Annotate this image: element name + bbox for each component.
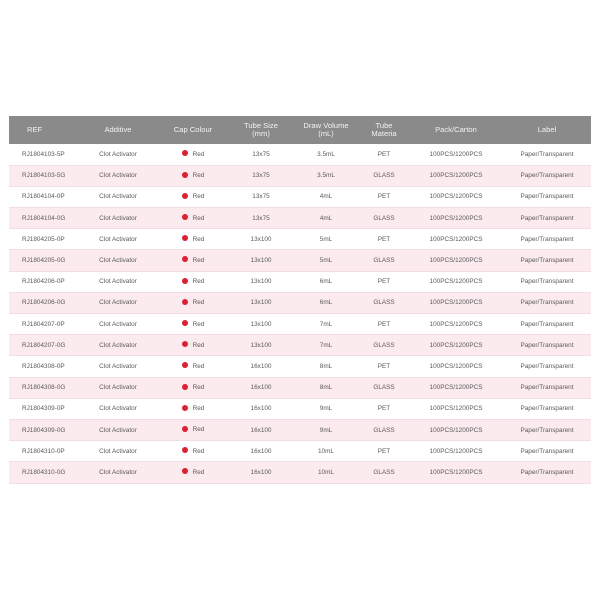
- table-row: [9, 271, 591, 292]
- cell-label: Paper/Transparent: [503, 271, 591, 292]
- cell-draw-volume: 5mL: [293, 229, 359, 250]
- cell-tube-size: 13x100: [229, 292, 293, 313]
- cell-tube-material: PET: [359, 356, 409, 377]
- cell-ref: RJ1804309-0P: [9, 398, 79, 419]
- cell-tube-material: GLASS: [359, 208, 409, 229]
- cell-pack-carton: 100PCS/1200PCS: [409, 356, 503, 377]
- cell-pack-carton: 100PCS/1200PCS: [409, 335, 503, 356]
- red-dot-icon: [182, 384, 188, 390]
- cell-draw-volume: 6mL: [293, 271, 359, 292]
- cell-cap-colour: [157, 165, 229, 186]
- cell-pack-carton: 100PCS/1200PCS: [409, 441, 503, 462]
- header-label: [503, 116, 591, 144]
- header-tube-material: [359, 116, 409, 144]
- cell-tube-size: 13x100: [229, 229, 293, 250]
- cell-cap-colour: [157, 314, 229, 335]
- cell-pack-carton: 100PCS/1200PCS: [409, 398, 503, 419]
- cell-tube-size: 13x100: [229, 335, 293, 356]
- red-dot-icon: [182, 447, 188, 453]
- cell-ref: RJ1804308-0P: [9, 356, 79, 377]
- cell-tube-material: GLASS: [359, 165, 409, 186]
- cell-tube-material: PET: [359, 271, 409, 292]
- cell-label: Paper/Transparent: [503, 462, 591, 483]
- cap-colour-text: Red: [192, 214, 205, 222]
- cell-additive: Clot Activator: [79, 250, 157, 271]
- cell-additive: Clot Activator: [79, 441, 157, 462]
- cell-additive: Clot Activator: [79, 377, 157, 398]
- red-dot-icon: [182, 299, 188, 305]
- cap-colour-text: Red: [192, 278, 205, 286]
- cap-colour-text: Red: [192, 172, 205, 180]
- cell-ref: RJ1804104-0P: [9, 186, 79, 207]
- red-dot-icon: [182, 214, 188, 220]
- cell-cap-colour: [157, 292, 229, 313]
- cell-label: Paper/Transparent: [503, 250, 591, 271]
- header-tube-size: [229, 116, 293, 144]
- red-dot-icon: [182, 362, 188, 368]
- header-ref: [9, 116, 79, 144]
- product-spec-table: [9, 116, 591, 484]
- red-dot-icon: [182, 320, 188, 326]
- cell-additive: Clot Activator: [79, 335, 157, 356]
- cap-colour-text: Red: [192, 320, 205, 328]
- cell-label: Paper/Transparent: [503, 419, 591, 440]
- table-row: [9, 208, 591, 229]
- cell-cap-colour: [157, 250, 229, 271]
- table-row: [9, 419, 591, 440]
- header-tube-material-line1: Tube: [375, 121, 393, 130]
- cell-pack-carton: 100PCS/1200PCS: [409, 250, 503, 271]
- cell-tube-size: 13x75: [229, 165, 293, 186]
- table-row: [9, 441, 591, 462]
- table-row: [9, 398, 591, 419]
- cell-tube-material: GLASS: [359, 462, 409, 483]
- cell-pack-carton: 100PCS/1200PCS: [409, 462, 503, 483]
- cell-additive: Clot Activator: [79, 462, 157, 483]
- cell-additive: Clot Activator: [79, 314, 157, 335]
- header-cap-colour-label: Cap Colour: [173, 125, 213, 134]
- red-dot-icon: [182, 341, 188, 347]
- red-dot-icon: [182, 278, 188, 284]
- header-additive: [79, 116, 157, 144]
- cell-tube-material: PET: [359, 186, 409, 207]
- cell-label: Paper/Transparent: [503, 441, 591, 462]
- cell-additive: Clot Activator: [79, 398, 157, 419]
- cell-additive: Clot Activator: [79, 271, 157, 292]
- cell-tube-material: PET: [359, 398, 409, 419]
- red-dot-icon: [182, 405, 188, 411]
- cell-additive: Clot Activator: [79, 144, 157, 165]
- cap-colour-text: Red: [192, 256, 205, 264]
- cell-ref: RJ1804207-0P: [9, 314, 79, 335]
- cell-draw-volume: 9mL: [293, 419, 359, 440]
- cell-ref: RJ1804103-5G: [9, 165, 79, 186]
- cell-cap-colour: [157, 335, 229, 356]
- cell-tube-size: 16x100: [229, 441, 293, 462]
- cell-ref: RJ1804206-0G: [9, 292, 79, 313]
- header-draw-volume-line1: Draw Volume: [303, 121, 349, 130]
- cell-ref: RJ1804104-0G: [9, 208, 79, 229]
- table-row: [9, 165, 591, 186]
- cell-tube-size: 13x75: [229, 144, 293, 165]
- cell-draw-volume: 3.5mL: [293, 165, 359, 186]
- cell-tube-material: PET: [359, 314, 409, 335]
- cell-label: Paper/Transparent: [503, 292, 591, 313]
- cell-draw-volume: 7mL: [293, 335, 359, 356]
- cap-colour-text: Red: [192, 426, 205, 434]
- cell-draw-volume: 8mL: [293, 377, 359, 398]
- cell-tube-size: 16x100: [229, 398, 293, 419]
- header-tube-size-line2: (mm): [252, 129, 270, 138]
- table-row: [9, 144, 591, 165]
- cell-pack-carton: 100PCS/1200PCS: [409, 377, 503, 398]
- cell-pack-carton: 100PCS/1200PCS: [409, 144, 503, 165]
- cell-tube-size: 13x100: [229, 271, 293, 292]
- cell-tube-size: 16x100: [229, 462, 293, 483]
- header-cap-colour: [157, 116, 229, 144]
- cell-pack-carton: 100PCS/1200PCS: [409, 186, 503, 207]
- cell-tube-material: GLASS: [359, 335, 409, 356]
- cell-cap-colour: [157, 186, 229, 207]
- cell-ref: RJ1804205-0G: [9, 250, 79, 271]
- cap-colour-text: Red: [192, 447, 205, 455]
- cell-ref: RJ1804309-0G: [9, 419, 79, 440]
- cell-draw-volume: 7mL: [293, 314, 359, 335]
- header-draw-volume: [293, 116, 359, 144]
- table-body: [9, 144, 591, 483]
- cell-additive: Clot Activator: [79, 165, 157, 186]
- cell-tube-material: PET: [359, 441, 409, 462]
- cell-pack-carton: 100PCS/1200PCS: [409, 229, 503, 250]
- header-pack-carton: [409, 116, 503, 144]
- cell-label: Paper/Transparent: [503, 165, 591, 186]
- cell-label: Paper/Transparent: [503, 356, 591, 377]
- cell-tube-size: 13x75: [229, 186, 293, 207]
- header-tube-size-line1: Tube Size: [244, 121, 278, 130]
- table-row: [9, 314, 591, 335]
- cell-pack-carton: 100PCS/1200PCS: [409, 292, 503, 313]
- cell-draw-volume: 3.5mL: [293, 144, 359, 165]
- cell-tube-size: 13x100: [229, 250, 293, 271]
- cap-colour-text: Red: [192, 384, 205, 392]
- cell-cap-colour: [157, 144, 229, 165]
- table-header-row: [9, 116, 591, 144]
- cell-tube-material: GLASS: [359, 377, 409, 398]
- table-row: [9, 229, 591, 250]
- cap-colour-text: Red: [192, 405, 205, 413]
- cell-cap-colour: [157, 271, 229, 292]
- cell-draw-volume: 5mL: [293, 250, 359, 271]
- cap-colour-text: Red: [192, 341, 205, 349]
- cap-colour-text: Red: [192, 468, 205, 476]
- cell-tube-material: GLASS: [359, 292, 409, 313]
- cell-cap-colour: [157, 419, 229, 440]
- cell-label: Paper/Transparent: [503, 229, 591, 250]
- cell-draw-volume: 10mL: [293, 462, 359, 483]
- cell-pack-carton: 100PCS/1200PCS: [409, 208, 503, 229]
- cell-draw-volume: 6mL: [293, 292, 359, 313]
- cell-additive: Clot Activator: [79, 292, 157, 313]
- cell-ref: RJ1804205-0P: [9, 229, 79, 250]
- header-tube-material-line2: Materia: [371, 129, 397, 138]
- cell-tube-size: 16x100: [229, 419, 293, 440]
- cell-additive: Clot Activator: [79, 208, 157, 229]
- cell-draw-volume: 8mL: [293, 356, 359, 377]
- table-row: [9, 250, 591, 271]
- table-row: [9, 335, 591, 356]
- cell-tube-material: PET: [359, 229, 409, 250]
- cell-cap-colour: [157, 229, 229, 250]
- table-row: [9, 292, 591, 313]
- cell-ref: RJ1804308-0G: [9, 377, 79, 398]
- table-row: [9, 377, 591, 398]
- cell-cap-colour: [157, 398, 229, 419]
- cell-cap-colour: [157, 208, 229, 229]
- header-label-label: Label: [537, 125, 557, 134]
- cell-draw-volume: 10mL: [293, 441, 359, 462]
- cell-label: Paper/Transparent: [503, 144, 591, 165]
- red-dot-icon: [182, 426, 188, 432]
- cell-label: Paper/Transparent: [503, 377, 591, 398]
- table-header: [9, 116, 591, 144]
- cap-colour-text: Red: [192, 235, 205, 243]
- header-draw-volume-line2: (mL): [318, 129, 334, 138]
- red-dot-icon: [182, 172, 188, 178]
- cell-pack-carton: 100PCS/1200PCS: [409, 271, 503, 292]
- cell-tube-size: 13x75: [229, 208, 293, 229]
- table-row: [9, 356, 591, 377]
- cell-cap-colour: [157, 356, 229, 377]
- cell-label: Paper/Transparent: [503, 208, 591, 229]
- cell-cap-colour: [157, 462, 229, 483]
- cap-colour-text: Red: [192, 362, 205, 370]
- red-dot-icon: [182, 256, 188, 262]
- cap-colour-text: Red: [192, 193, 205, 201]
- cell-ref: RJ1804103-5P: [9, 144, 79, 165]
- red-dot-icon: [182, 193, 188, 199]
- cell-ref: RJ1804207-0G: [9, 335, 79, 356]
- cell-additive: Clot Activator: [79, 356, 157, 377]
- cell-draw-volume: 4mL: [293, 186, 359, 207]
- header-additive-label: Additive: [104, 125, 132, 134]
- cell-draw-volume: 9mL: [293, 398, 359, 419]
- cell-pack-carton: 100PCS/1200PCS: [409, 165, 503, 186]
- cell-cap-colour: [157, 441, 229, 462]
- cell-ref: RJ1804206-0P: [9, 271, 79, 292]
- red-dot-icon: [182, 468, 188, 474]
- cell-pack-carton: 100PCS/1200PCS: [409, 419, 503, 440]
- cell-cap-colour: [157, 377, 229, 398]
- cell-pack-carton: 100PCS/1200PCS: [409, 314, 503, 335]
- cell-tube-material: GLASS: [359, 250, 409, 271]
- cap-colour-text: Red: [192, 150, 205, 158]
- cell-additive: Clot Activator: [79, 419, 157, 440]
- cell-tube-size: 16x100: [229, 356, 293, 377]
- red-dot-icon: [182, 150, 188, 156]
- red-dot-icon: [182, 235, 188, 241]
- cell-label: Paper/Transparent: [503, 314, 591, 335]
- cell-draw-volume: 4mL: [293, 208, 359, 229]
- cell-additive: Clot Activator: [79, 186, 157, 207]
- cell-ref: RJ1804310-0P: [9, 441, 79, 462]
- header-ref-label: REF: [27, 125, 43, 134]
- header-pack-carton-label: Pack/Carton: [435, 125, 477, 134]
- cell-label: Paper/Transparent: [503, 186, 591, 207]
- table-row: [9, 462, 591, 483]
- cell-label: Paper/Transparent: [503, 398, 591, 419]
- cell-additive: Clot Activator: [79, 229, 157, 250]
- cell-tube-material: GLASS: [359, 419, 409, 440]
- cell-ref: RJ1804310-0G: [9, 462, 79, 483]
- cell-tube-size: 16x100: [229, 377, 293, 398]
- cell-label: Paper/Transparent: [503, 335, 591, 356]
- table-row: [9, 186, 591, 207]
- cap-colour-text: Red: [192, 299, 205, 307]
- cell-tube-material: PET: [359, 144, 409, 165]
- cell-tube-size: 13x100: [229, 314, 293, 335]
